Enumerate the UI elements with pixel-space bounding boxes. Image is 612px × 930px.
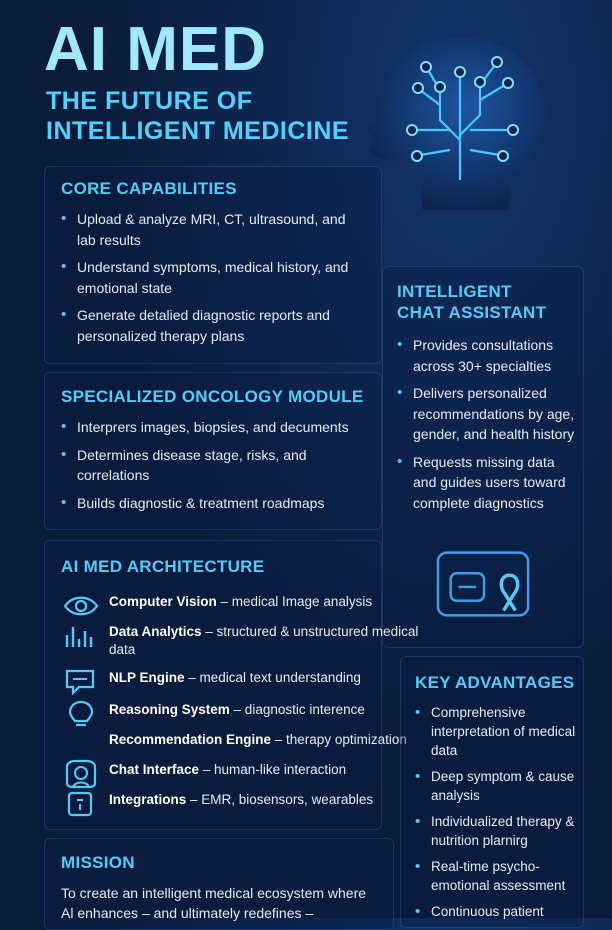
device-icon xyxy=(63,789,99,819)
subtitle-line-1: THE FUTURE OF xyxy=(46,87,253,115)
mission-title: MISSION xyxy=(61,853,135,872)
core-capabilities-title: CORE CAPABILITIES xyxy=(61,179,237,198)
oncology-ribbon-monitor-icon xyxy=(435,549,533,621)
key-advantages-panel xyxy=(400,656,584,928)
list-item: • Continuous patient xyxy=(415,902,579,921)
list-item: • Comprehensive interpretation of medical data xyxy=(415,703,579,760)
arch-name: Recommendation Engine xyxy=(109,732,272,747)
eye-icon xyxy=(63,591,99,621)
arch-desc: – therapy optimization xyxy=(271,732,407,747)
arch-name: Data Analytics xyxy=(109,624,202,639)
list-item: • Requests missing data and guides users toward complete diagnostics xyxy=(397,452,577,514)
bar-chart-icon xyxy=(63,621,99,651)
list-item: • Understand symptoms, medical history, and emotional state xyxy=(61,257,361,298)
arch-desc: – diagnostic interence xyxy=(229,702,365,717)
subtitle-line-2: INTELLIGENT MEDICINE xyxy=(46,117,350,145)
arch-name: NLP Engine xyxy=(109,670,185,685)
list-item: • Individualized therapy & nutrition plarnirg xyxy=(415,812,579,850)
chat-head-icon xyxy=(63,759,99,789)
architecture-panel xyxy=(44,540,419,830)
arch-name: Reasoning System xyxy=(109,702,230,717)
key-advantages-title: KEY ADVANTAGES xyxy=(415,673,575,692)
core-capabilities-list xyxy=(61,209,361,353)
core-capabilities-panel xyxy=(44,166,382,364)
mission-text xyxy=(61,883,391,923)
mission-panel xyxy=(44,838,394,930)
list-item: • Upload & analyze MRI, CT, ultrasound, and lab results xyxy=(61,209,361,250)
lightbulb-icon xyxy=(63,699,99,729)
chat-title-line-2: CHAT ASSISTANT xyxy=(397,303,547,322)
arch-name: Integrations xyxy=(109,792,187,807)
list-item: • Delivers personalized recommendations by age, gender, and health history xyxy=(397,383,577,445)
chat-assistant-title xyxy=(397,281,546,323)
oncology-list xyxy=(61,417,371,520)
mission-text-line-2: Al enhances – and ultimately redefines – xyxy=(61,905,314,921)
chat-assistant-panel xyxy=(382,266,584,648)
list-item: • Real-time psycho-emotional assessment xyxy=(415,857,579,895)
arch-name: Computer Vision xyxy=(109,594,217,609)
list-item: • Determines disease stage, risks, and correlations xyxy=(61,445,371,486)
chat-title-line-1: INTELLIGENT xyxy=(397,282,512,301)
page-title: AI MED xyxy=(44,15,267,84)
ai-head-circuit-icon xyxy=(360,30,560,220)
architecture-title: AI MED ARCHITECTURE xyxy=(61,557,265,576)
mission-text-line-1: To create an intelligent medical ecosystem where xyxy=(61,885,367,901)
list-item: • Deep symptom & cause analysis xyxy=(415,767,579,805)
key-advantages-list xyxy=(415,703,579,928)
list-item: • Builds diagnostic & treatment roadmaps xyxy=(61,493,371,514)
list-item: • Provides consultations across 30+ specialties xyxy=(397,335,577,376)
arch-name: Chat Interface xyxy=(109,762,200,777)
list-item: • Generate detalied diagnostic reports and personalized therapy plans xyxy=(61,305,361,346)
arch-desc: – human-like interaction xyxy=(199,762,347,777)
arch-desc: – structured & unstructured medical data xyxy=(109,624,419,657)
oncology-panel xyxy=(44,372,382,530)
arch-desc: – medical Image analysis xyxy=(216,594,373,609)
chat-bubble-icon xyxy=(63,667,99,697)
arch-desc: – EMR, biosensors, wearables xyxy=(186,792,374,807)
page-subtitle xyxy=(46,86,349,146)
chat-assistant-list xyxy=(397,335,577,520)
oncology-title: SPECIALIZED ONCOLOGY MODULE xyxy=(61,387,364,406)
list-item: • Interprers images, biopsies, and decuments xyxy=(61,417,371,438)
arch-desc: – medical text understanding xyxy=(184,670,361,685)
